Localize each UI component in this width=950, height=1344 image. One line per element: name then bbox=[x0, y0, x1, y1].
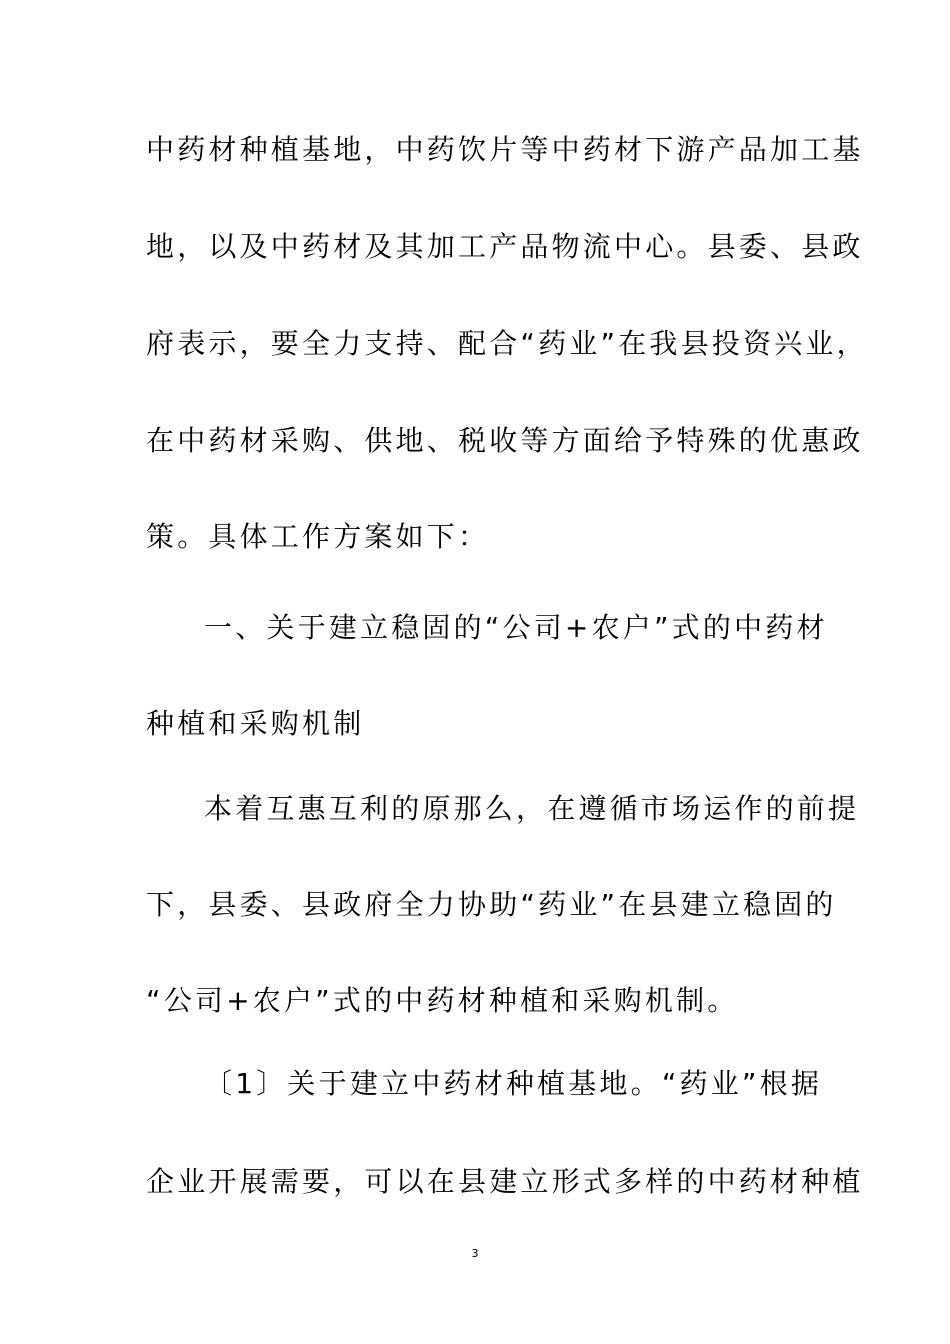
paragraph-line: 〔1〕关于建立中药材种植基地。“药业”根据 bbox=[204, 1067, 823, 1100]
paragraph-line: 本着互惠互利的原那么，在遵循市场运作的前提 bbox=[204, 792, 860, 825]
section-heading-line: 一、关于建立稳固的“公司+农户”式的中药材 bbox=[204, 611, 828, 644]
paragraph-line: 在中药材采购、供地、税收等方面给予特殊的优惠政 bbox=[146, 424, 864, 457]
page-number: 3 bbox=[471, 1247, 479, 1260]
paragraph-line: “公司+农户”式的中药材种植和采购机制。 bbox=[146, 984, 739, 1017]
paragraph-line: 下，县委、县政府全力协助“药业”在县建立稳固的 bbox=[146, 888, 837, 921]
paragraph-line: 企业开展需要，可以在县建立形式多样的中药材种植 bbox=[146, 1165, 864, 1198]
paragraph-line: 中药材种植基地，中药饮片等中药材下游产品加工基 bbox=[146, 133, 864, 166]
section-heading-line: 种植和采购机制 bbox=[146, 707, 365, 740]
paragraph-line: 策。具体工作方案如下： bbox=[146, 520, 490, 553]
paragraph-line: 地，以及中药材及其加工产品物流中心。县委、县政 bbox=[146, 230, 864, 263]
paragraph-line: 府表示，要全力支持、配合“药业”在我县投资兴业， bbox=[146, 327, 868, 360]
